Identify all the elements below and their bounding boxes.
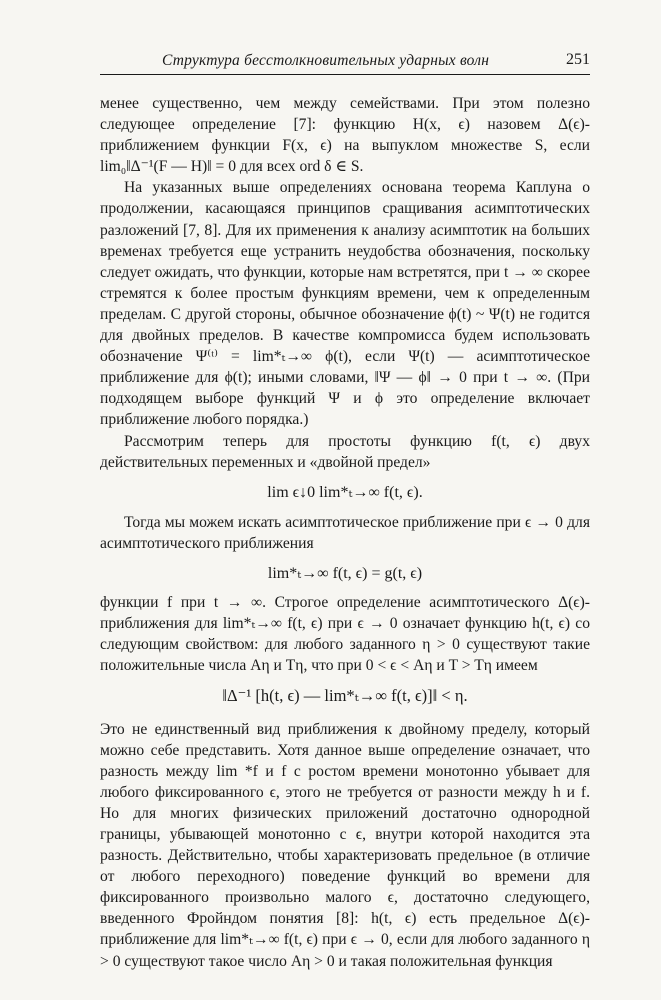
formula-asymptotic-approximation: lim*ₜ→∞ f(t, ϵ) = g(t, ϵ) bbox=[267, 564, 423, 582]
formula-inequality: ‖Δ⁻¹ [h(t, ϵ) — lim*ₜ→∞ f(t, ϵ)]‖ < η. bbox=[222, 686, 468, 706]
page-number: 251 bbox=[566, 51, 590, 68]
paragraph-1: менее существенно, чем между семействами. При этом полезно следующее определение [7]: функцию H(x, ϵ) назовем Δ(ϵ)-приближением функции F(x, ϵ) на выпуклом множестве S, если lim₀‖Δ⁻¹(F — H)‖ = 0 для всех ord δ ∈ S. bbox=[100, 95, 590, 176]
paragraph-3: Рассмотрим теперь для простоты функцию f(t, ϵ) двух действительных переменных и «двойной предел» bbox=[100, 432, 590, 471]
paragraph-6: Это не единственный вид приближения к двойному пределу, который можно себе представить. Хотя данное выше определение означает, что разность между lim *f и f с ростом времени монотонно убывает для любого фиксированного ϵ, этого не требуется от разности между h и f. Но для многих физических приложений достаточно однородной границы, убывающей монотонно с ϵ, внутри которой находится эта разность. Действительно, чтобы характеризовать предельное (в отличие от любого переходного) поведение функций во времени для фиксированного произвольно малого ϵ, достаточно следующего, введенного Фройндом понятия [8]: h(t, ϵ) есть предельное Δ(ϵ)-приближение для lim*ₜ→∞ f(t, ϵ) при ϵ → 0, если для любого заданного η > 0 существуют такое число Aη > 0 и такая положительная функция bbox=[100, 720, 590, 970]
page-body bbox=[100, 93, 590, 972]
paragraph-5: функции f при t → ∞. Строгое определение асимптотического Δ(ϵ)-приближения для lim*ₜ→∞ f(t, ϵ) при ϵ → 0 означает функцию h(t, ϵ) со следующим свойством: для любого заданного η > 0 существуют такие положительные числа Aη и Tη, что при 0 < ϵ < Aη и T > Tη имеем bbox=[100, 594, 590, 675]
page-header bbox=[100, 48, 590, 75]
formula-double-limit: lim ϵ↓0 lim*ₜ→∞ f(t, ϵ). bbox=[267, 483, 423, 501]
running-head: Структура бесстолкновительных ударных волн bbox=[162, 52, 490, 69]
paragraph-2: На указанных выше определениях основана теорема Каплуна о продолжении, касающаяся принципов сращивания асимптотических разложений [7, 8]. Для их применения к анализу асимптотик на больших временах требуется еще устранить неудобства обозначения, поскольку следует ожидать, что функции, которые нам встретятся, при t → ∞ скорее стремятся к более простым функциям времени, чем к определенным пределам. С другой стороны, обычное обозначение ϕ(t) ~ Ψ(t) не годится для двойных пределов. В качестве компромисса будем использовать обозначение Ψ⁽ᵗ⁾ = lim*ₜ→∞ ϕ(t), если Ψ(t) — асимптотическое приближение для ϕ(t); иными словами, ‖Ψ — ϕ‖ → 0 при t → ∞. (При подходящем выборе функций Ψ и ϕ это определение включает приближение любого порядка.) bbox=[100, 179, 590, 429]
paragraph-4: Тогда мы можем искать асимптотическое приближение при ϵ → 0 для асимптотического приближения bbox=[100, 513, 590, 552]
